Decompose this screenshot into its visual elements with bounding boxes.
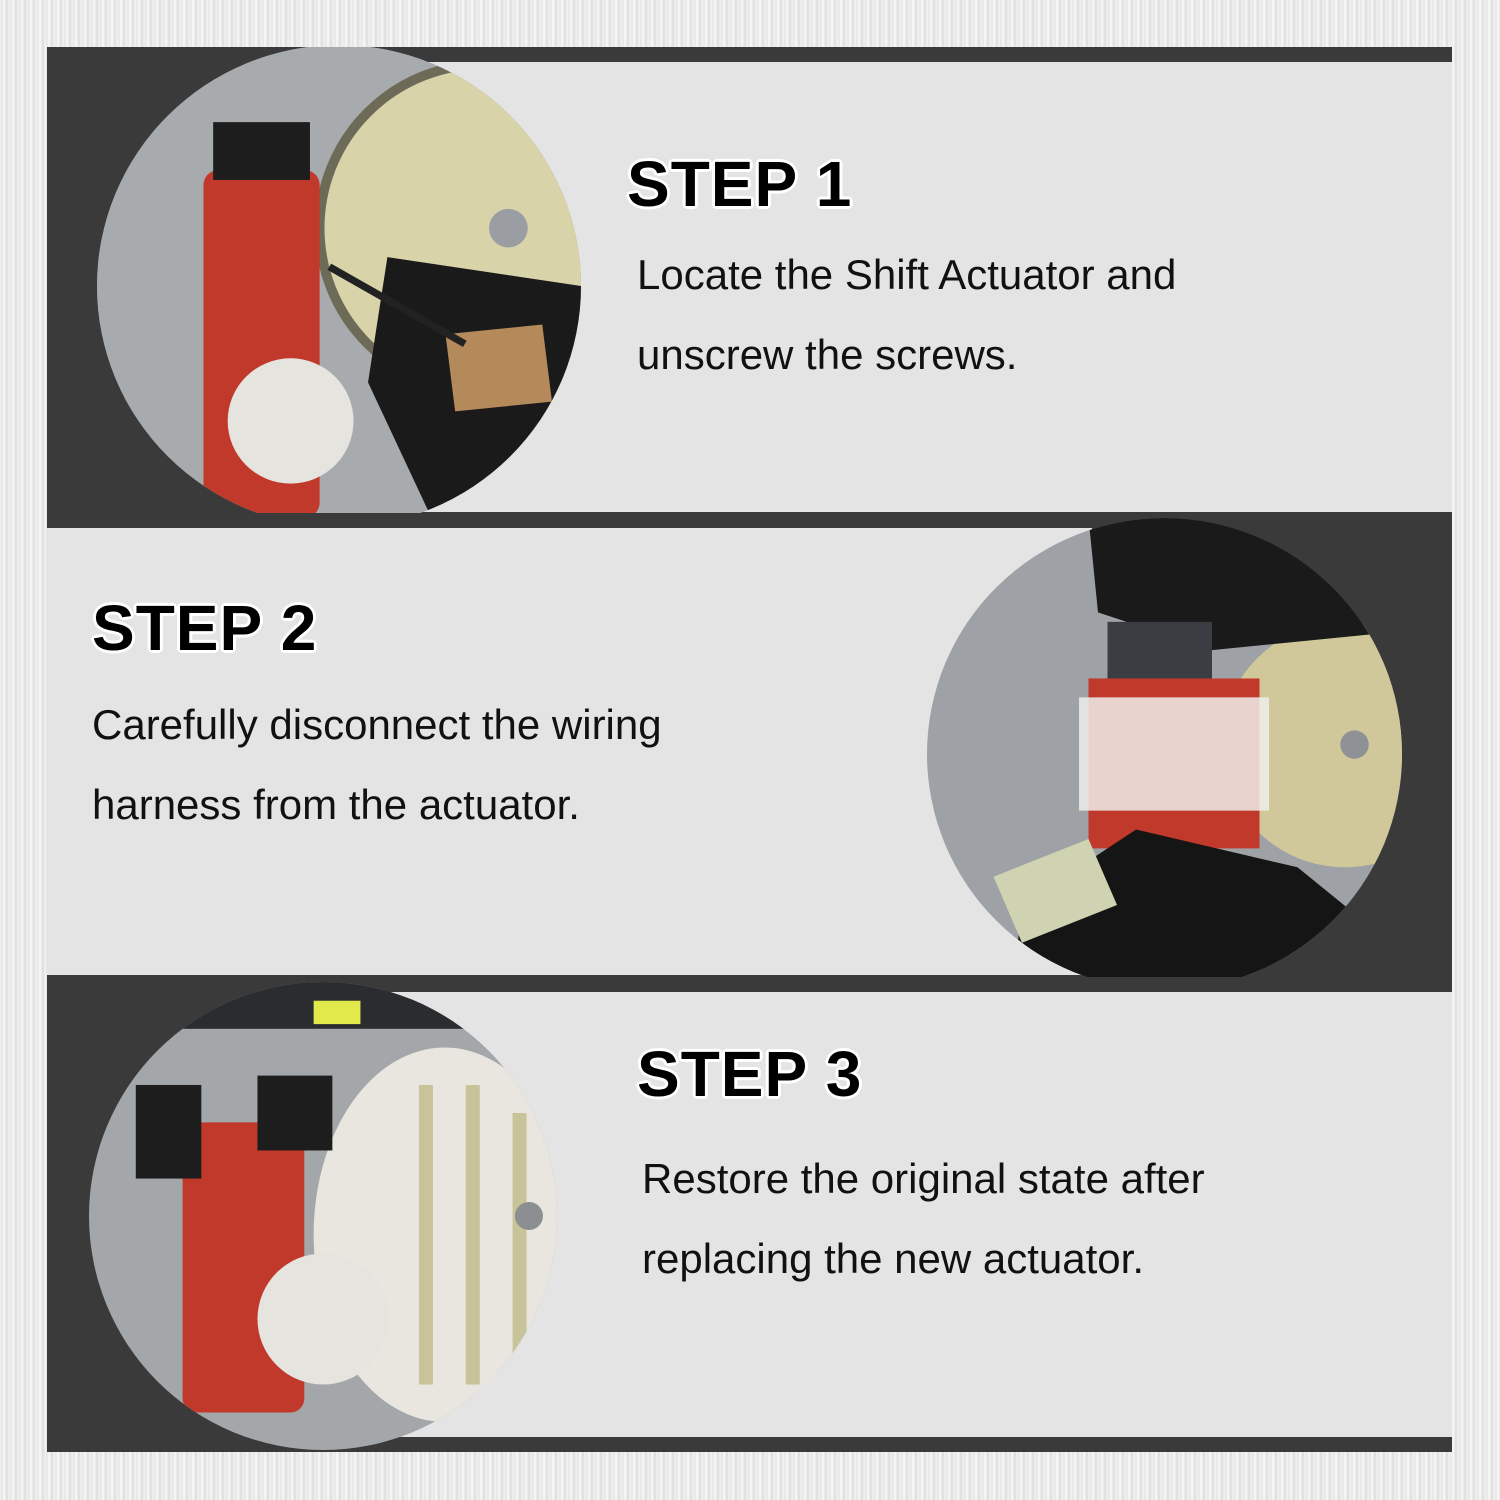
step-1-panel: [47, 47, 1452, 527]
step-1-description-line-2: unscrew the screws.: [637, 331, 1018, 378]
step-1-description-line-1: Locate the Shift Actuator and: [637, 251, 1177, 298]
step-2-description: [92, 685, 662, 845]
step-3-panel: [47, 977, 1452, 1452]
step-1-photo: [97, 47, 581, 527]
step-3-photo: [89, 982, 557, 1450]
step-2-description-line-2: harness from the actuator.: [92, 781, 580, 828]
step-3-title: STEP 3: [637, 1038, 863, 1110]
step-3-description-line-2: replacing the new actuator.: [642, 1235, 1144, 1282]
step-1-title: STEP 1: [627, 148, 853, 220]
step-3-description: [642, 1139, 1205, 1299]
step-3-description-line-1: Restore the original state after: [642, 1155, 1205, 1202]
step-2-title: STEP 2: [92, 592, 318, 664]
step-2-panel: [47, 513, 1452, 990]
step-2-description-line-1: Carefully disconnect the wiring: [92, 701, 662, 748]
step-2-photo: [927, 518, 1402, 990]
step-1-description: [637, 235, 1176, 395]
